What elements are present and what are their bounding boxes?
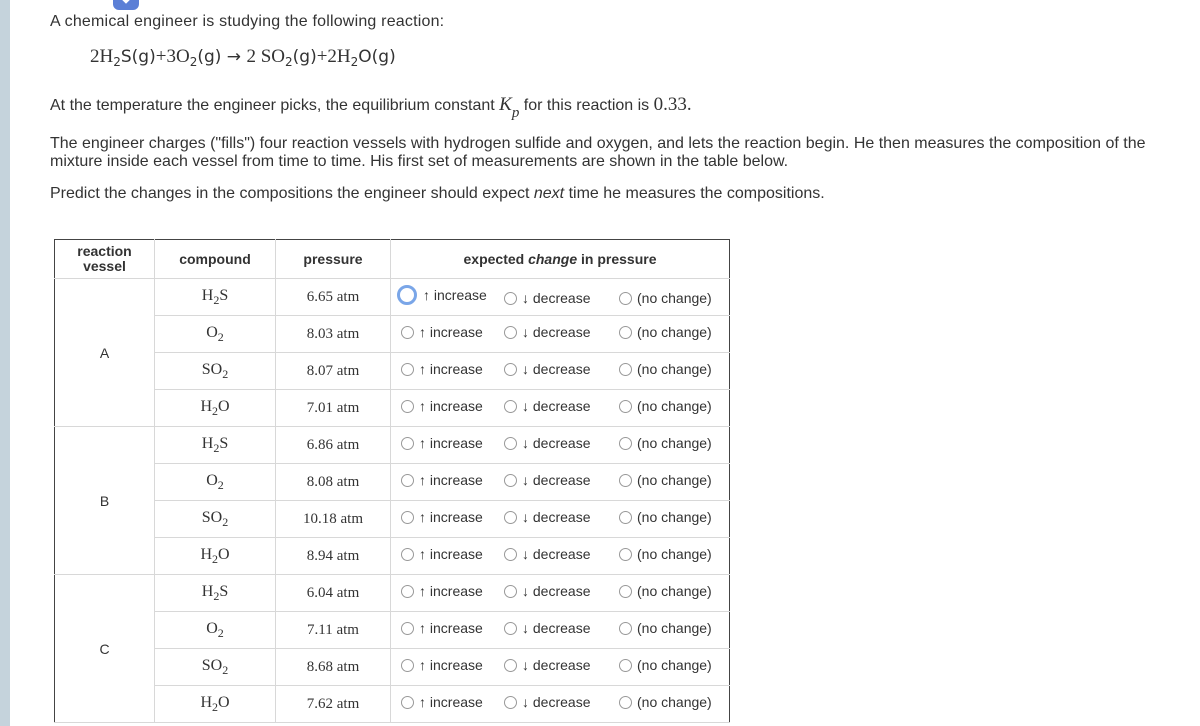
compound-formula: $O_2$ — [155, 316, 276, 353]
option-increase[interactable]: ↑ increase — [401, 694, 504, 710]
compound-formula: $SO_2$ — [155, 649, 276, 686]
option-decrease[interactable]: ↓ decrease — [504, 694, 619, 710]
option-decrease[interactable]: ↓ decrease — [504, 361, 619, 377]
option-increase[interactable]: ↑ increase — [401, 657, 504, 673]
radio-button[interactable] — [504, 622, 517, 635]
radio-button[interactable] — [401, 326, 414, 339]
option-no-change[interactable]: (no change) — [619, 398, 729, 414]
radio-button[interactable] — [401, 400, 414, 413]
instruction-text: Predict the changes in the compositions the engineer should expect next time he measures the compositions. — [50, 185, 825, 202]
radio-button[interactable] — [619, 548, 632, 561]
option-decrease[interactable]: ↓ decrease — [504, 657, 619, 673]
measurement-table — [54, 239, 730, 723]
pressure-value: 6.65 atm — [276, 279, 391, 316]
pressure-value: 7.11 atm — [276, 612, 391, 649]
table-row — [55, 575, 730, 612]
option-no-change[interactable]: (no change) — [619, 324, 729, 340]
radio-button[interactable] — [504, 400, 517, 413]
vessel-label: B — [55, 427, 155, 575]
radio-button[interactable] — [504, 696, 517, 709]
radio-button[interactable] — [504, 326, 517, 339]
table-row — [55, 612, 730, 649]
compound-formula: $H_2S$ — [155, 575, 276, 612]
radio-button[interactable] — [619, 437, 632, 450]
radio-button[interactable] — [619, 622, 632, 635]
option-no-change[interactable]: (no change) — [619, 509, 729, 525]
table-row — [55, 316, 730, 353]
option-increase[interactable]: ↑ increase — [401, 546, 504, 562]
pressure-value: 10.18 atm — [276, 501, 391, 538]
intro-text: A chemical engineer is studying the following reaction: — [50, 13, 445, 30]
option-no-change[interactable]: (no change) — [619, 546, 729, 562]
problem-description: The engineer charges ("fills") four reaction vessels with hydrogen sulfide and oxygen, and lets the reaction begin. He then measures the composition of the mixture inside each vessel from time to time. His first set of measurements are shown in the table below. — [50, 135, 1146, 170]
table-row — [55, 427, 730, 464]
radio-button[interactable] — [504, 474, 517, 487]
compound-formula: $H_2S$ — [155, 427, 276, 464]
option-decrease[interactable]: ↓ decrease — [504, 509, 619, 525]
option-no-change[interactable]: (no change) — [619, 361, 729, 377]
radio-button[interactable] — [401, 474, 414, 487]
radio-button[interactable] — [619, 363, 632, 376]
option-decrease[interactable]: ↓ decrease — [504, 398, 619, 414]
radio-button[interactable] — [397, 285, 417, 305]
header-pressure: pressure — [276, 240, 391, 279]
option-no-change[interactable]: (no change) — [619, 583, 729, 599]
change-choices — [391, 353, 730, 390]
radio-button[interactable] — [504, 585, 517, 598]
radio-button[interactable] — [619, 292, 632, 305]
radio-button[interactable] — [619, 474, 632, 487]
radio-button[interactable] — [504, 548, 517, 561]
option-increase[interactable]: ↑ increase — [401, 398, 504, 414]
table-row — [55, 464, 730, 501]
compound-formula: $H_2S$ — [155, 279, 276, 316]
radio-button[interactable] — [619, 511, 632, 524]
change-choices — [391, 501, 730, 538]
compound-formula: $O_2$ — [155, 612, 276, 649]
table-row — [55, 390, 730, 427]
reaction-arrow: → — [226, 47, 242, 67]
pressure-value: 7.01 atm — [276, 390, 391, 427]
radio-button[interactable] — [504, 437, 517, 450]
equilibrium-constant-statement: At the temperature the engineer picks, the equilibrium constant $K_p$ for this reaction is 0.33. — [50, 94, 692, 121]
change-choices — [391, 316, 730, 353]
option-no-change[interactable]: (no change) — [619, 472, 729, 488]
change-choices — [391, 279, 730, 316]
header-compound: compound — [155, 240, 276, 279]
table-row — [55, 353, 730, 390]
option-decrease[interactable]: ↓ decrease — [504, 435, 619, 451]
pressure-value: 8.07 atm — [276, 353, 391, 390]
option-decrease[interactable]: ↓ decrease — [504, 546, 619, 562]
change-choices — [391, 390, 730, 427]
pressure-value: 7.62 atm — [276, 686, 391, 723]
pressure-value: 8.94 atm — [276, 538, 391, 575]
change-choices — [391, 612, 730, 649]
pressure-value: 8.08 atm — [276, 464, 391, 501]
radio-button[interactable] — [619, 659, 632, 672]
reaction-equation: $2H_2S(g)+3O_2(g) \to 2$ $SO_2(g)+2H_2O(g)$ — [90, 46, 396, 69]
pressure-value: 8.68 atm — [276, 649, 391, 686]
option-increase[interactable]: ↑ increase — [401, 583, 504, 599]
change-choices — [391, 686, 730, 723]
option-decrease[interactable]: ↓ decrease — [504, 290, 619, 306]
radio-button[interactable] — [401, 622, 414, 635]
option-no-change[interactable]: (no change) — [619, 657, 729, 673]
radio-button[interactable] — [401, 363, 414, 376]
collapse-chevron-icon[interactable] — [113, 0, 139, 10]
option-increase[interactable]: ↑ increase — [401, 324, 504, 340]
option-no-change[interactable]: (no change) — [619, 435, 729, 451]
radio-button[interactable] — [504, 292, 517, 305]
radio-button[interactable] — [401, 585, 414, 598]
pressure-value: 6.86 atm — [276, 427, 391, 464]
pressure-value: 6.04 atm — [276, 575, 391, 612]
radio-button[interactable] — [619, 326, 632, 339]
radio-button[interactable] — [619, 400, 632, 413]
compound-formula: $SO_2$ — [155, 353, 276, 390]
radio-button[interactable] — [401, 696, 414, 709]
radio-button[interactable] — [401, 659, 414, 672]
option-no-change[interactable]: (no change) — [619, 290, 729, 306]
option-decrease[interactable]: ↓ decrease — [504, 472, 619, 488]
compound-formula: $H_2O$ — [155, 390, 276, 427]
radio-button[interactable] — [504, 363, 517, 376]
option-increase[interactable]: ↑ increase — [401, 509, 504, 525]
radio-button[interactable] — [401, 437, 414, 450]
option-no-change[interactable]: (no change) — [619, 694, 729, 710]
option-increase[interactable]: ↑ increase — [401, 361, 504, 377]
change-choices — [391, 649, 730, 686]
vessel-label: A — [55, 279, 155, 427]
radio-button[interactable] — [504, 511, 517, 524]
table-row — [55, 686, 730, 723]
header-expected-change: expected change in pressure — [391, 240, 730, 279]
table-row — [55, 538, 730, 575]
option-decrease[interactable]: ↓ decrease — [504, 583, 619, 599]
radio-button[interactable] — [401, 511, 414, 524]
compound-formula: $O_2$ — [155, 464, 276, 501]
radio-button[interactable] — [401, 548, 414, 561]
option-increase[interactable]: ↑ increase — [401, 620, 504, 636]
option-increase[interactable]: ↑ increase — [401, 472, 504, 488]
radio-button[interactable] — [504, 659, 517, 672]
change-choices — [391, 538, 730, 575]
compound-formula: $H_2O$ — [155, 538, 276, 575]
option-no-change[interactable]: (no change) — [619, 620, 729, 636]
change-choices — [391, 427, 730, 464]
change-choices — [391, 464, 730, 501]
option-increase[interactable]: ↑ increase — [401, 285, 504, 305]
header-reaction-vessel: reaction vessel — [55, 240, 155, 279]
table-row — [55, 501, 730, 538]
radio-button[interactable] — [619, 696, 632, 709]
pressure-value: 8.03 atm — [276, 316, 391, 353]
change-choices — [391, 575, 730, 612]
compound-formula: $SO_2$ — [155, 501, 276, 538]
option-increase[interactable]: ↑ increase — [401, 435, 504, 451]
table-row — [55, 649, 730, 686]
option-decrease[interactable]: ↓ decrease — [504, 620, 619, 636]
table-row — [55, 279, 730, 316]
radio-button[interactable] — [619, 585, 632, 598]
compound-formula: $H_2O$ — [155, 686, 276, 723]
vessel-label: C — [55, 575, 155, 723]
left-scroll-strip — [0, 0, 10, 726]
option-decrease[interactable]: ↓ decrease — [504, 324, 619, 340]
